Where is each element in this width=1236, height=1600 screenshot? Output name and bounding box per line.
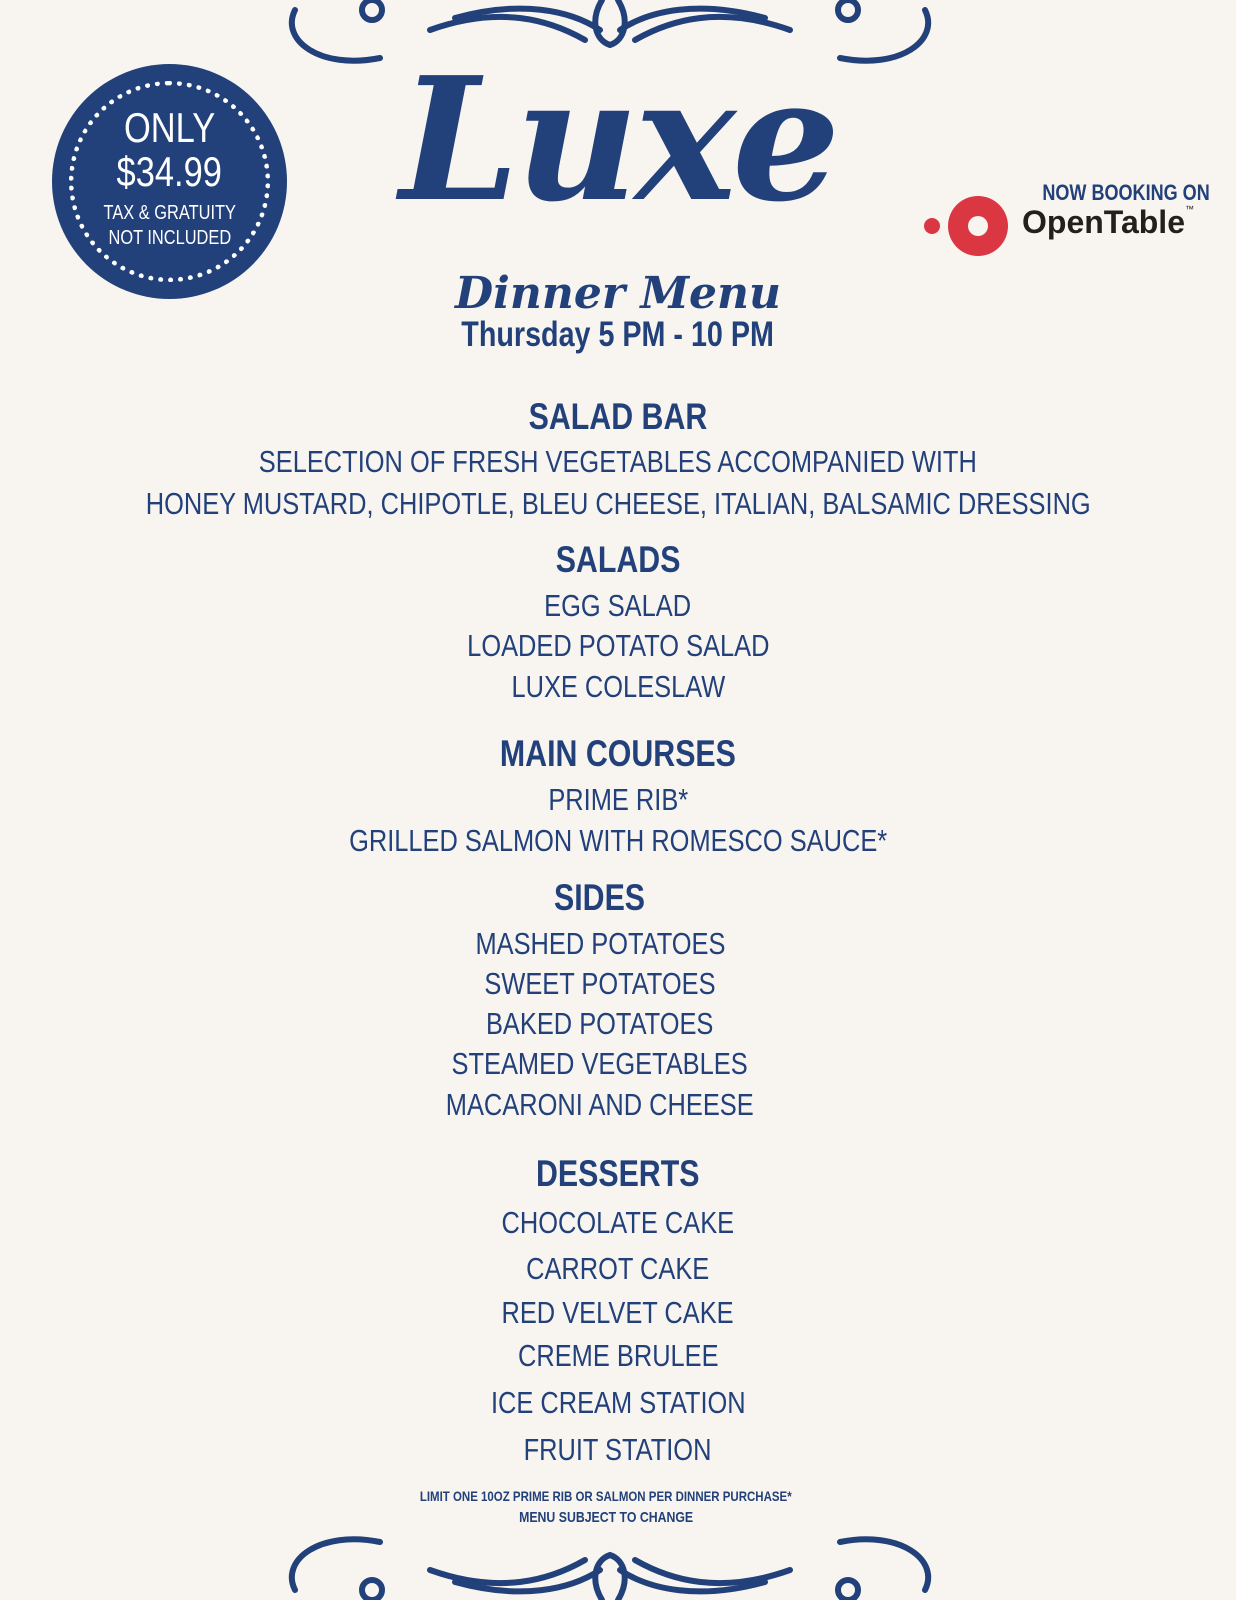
bottom-flourish-ornament — [280, 1525, 940, 1600]
section-title-salad-bar: SALAD BAR — [528, 396, 708, 437]
trademark-mark: ™ — [1184, 204, 1194, 214]
menu-item: BAKED POTATOES — [486, 1006, 714, 1041]
menu-item: FRUIT STATION — [524, 1432, 712, 1467]
menu-subtitle: Dinner Menu — [454, 268, 782, 319]
badge-not-included: NOT INCLUDED — [108, 227, 231, 249]
salad-bar-line-2: HONEY MUSTARD, CHIPOTLE, BLEU CHEESE, ITALIAN, BALSAMIC DRESSING — [145, 486, 1091, 521]
footnote-limit: LIMIT ONE 10OZ PRIME RIB OR SALMON PER DINNER PURCHASE* — [420, 1488, 792, 1504]
menu-item: GRILLED SALMON WITH ROMESCO SAUCE* — [348, 823, 888, 858]
opentable-logo-icon — [924, 192, 1012, 258]
badge-tax-gratuity: TAX & GRATUITY — [103, 202, 236, 224]
menu-item: SWEET POTATOES — [484, 966, 716, 1001]
menu-item: CHOCOLATE CAKE — [501, 1205, 735, 1240]
menu-item: CARROT CAKE — [526, 1251, 710, 1286]
menu-item: LOADED POTATO SALAD — [466, 628, 770, 663]
footnote-subject-to-change: MENU SUBJECT TO CHANGE — [518, 1509, 694, 1526]
section-title-sides: SIDES — [554, 877, 646, 918]
menu-item: MASHED POTATOES — [474, 926, 725, 961]
menu-item: LUXE COLESLAW — [511, 669, 725, 704]
badge-only: ONLY — [123, 104, 216, 151]
opentable-label: NOW BOOKING ON — [1042, 180, 1210, 205]
menu-hours: Thursday 5 PM - 10 PM — [461, 315, 775, 354]
menu-item: MACARONI AND CHEESE — [446, 1087, 754, 1122]
salad-bar-line-1: SELECTION OF FRESH VEGETABLES ACCOMPANIED WITH — [258, 444, 977, 479]
badge-price: $34.99 — [116, 148, 223, 195]
section-title-salads: SALADS — [555, 539, 681, 580]
menu-item: RED VELVET CAKE — [501, 1295, 735, 1330]
menu-item: STEAMED VEGETABLES — [451, 1046, 749, 1081]
opentable-brand: OpenTable™ — [1022, 204, 1194, 240]
section-title-desserts: DESSERTS — [536, 1153, 700, 1194]
menu-item: CREME BRULEE — [517, 1338, 719, 1373]
menu-item: ICE CREAM STATION — [490, 1385, 746, 1420]
opentable-booking[interactable] — [924, 180, 1214, 260]
section-title-main-courses: MAIN COURSES — [499, 733, 737, 774]
luxe-logo: Luxe — [399, 40, 837, 240]
menu-item: PRIME RIB* — [548, 782, 688, 817]
menu-item: EGG SALAD — [544, 588, 692, 623]
